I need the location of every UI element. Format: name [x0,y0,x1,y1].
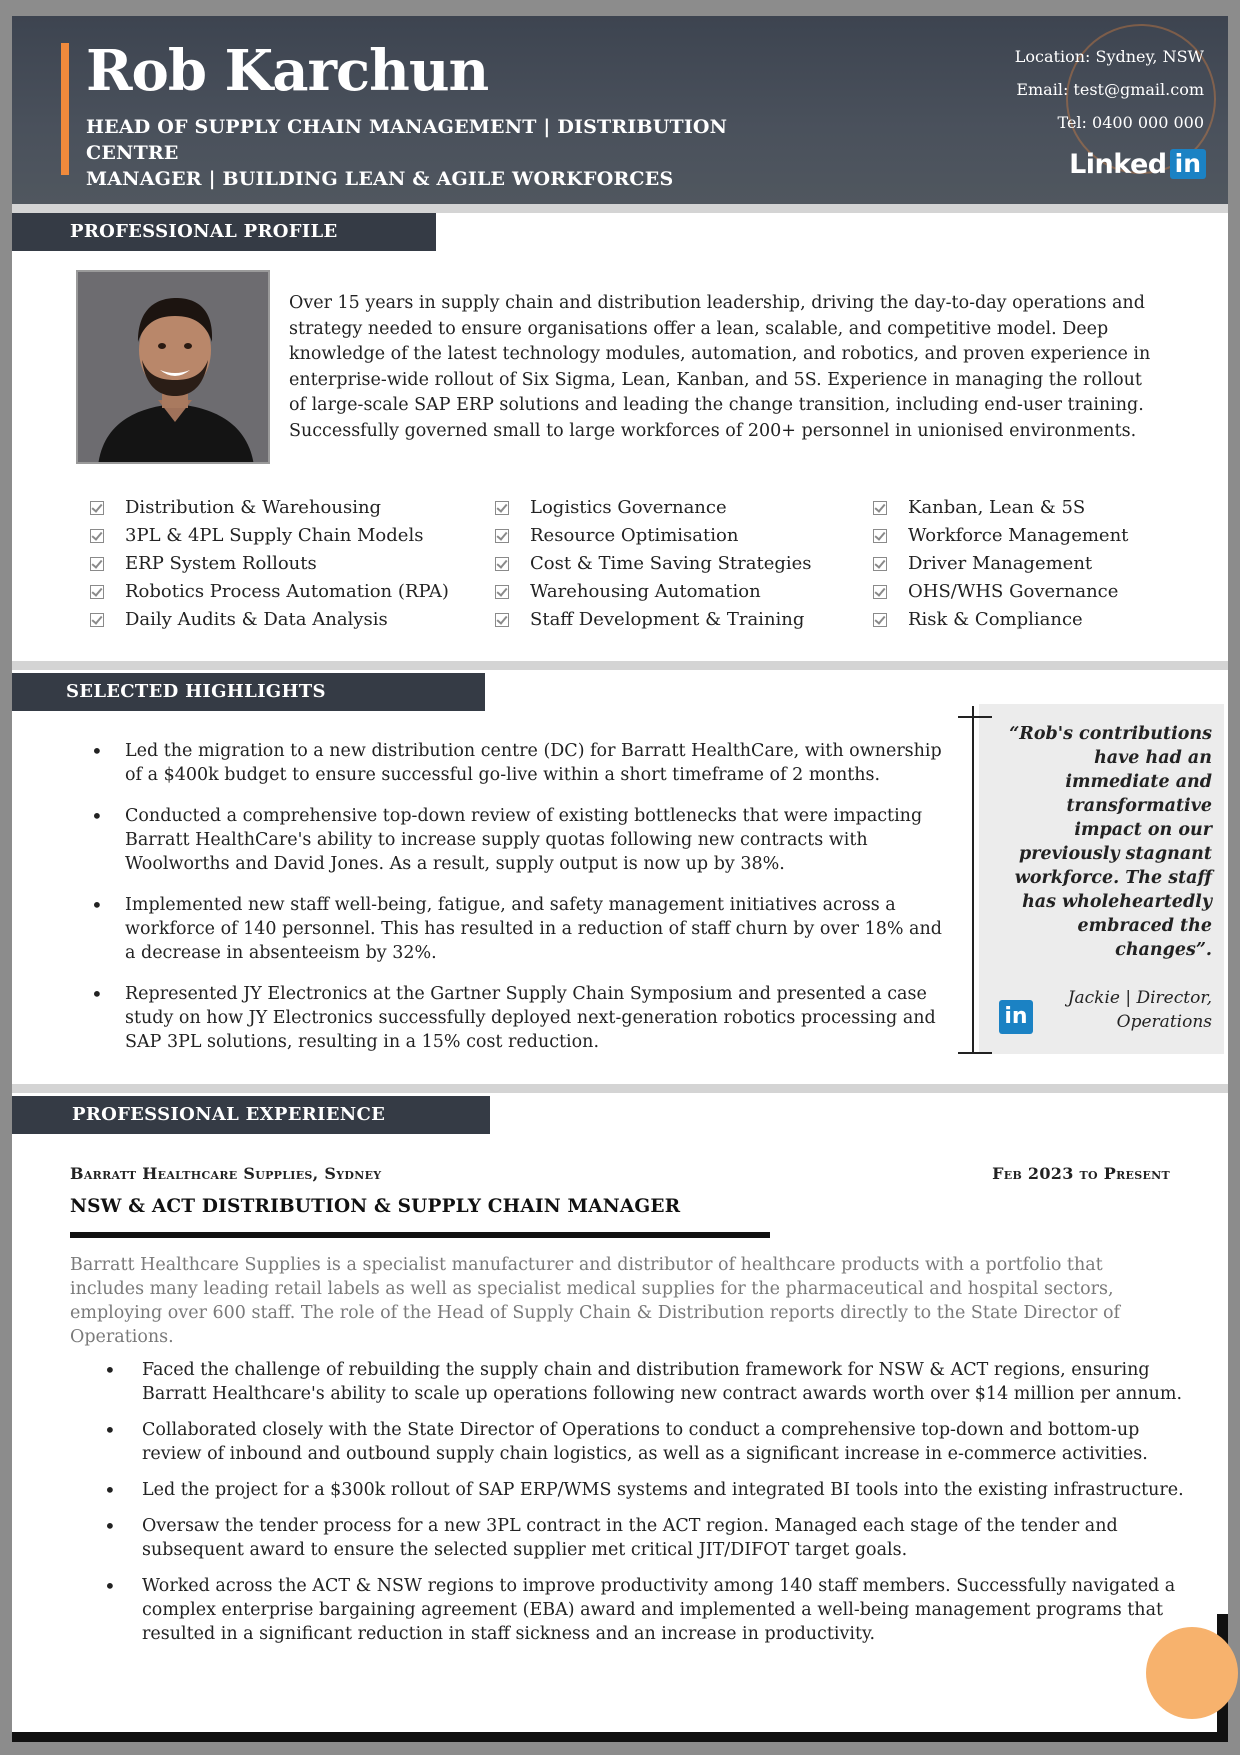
skill-item [90,495,495,521]
checkbox-icon [873,585,887,599]
highlight-item: • Led the migration to a new distribution centre (DC) for Barratt HealthCare, with ownership of a $400k budget to ensure successful go-live within a short timeframe of 2 months. [79,739,949,787]
skill-item [90,579,495,605]
checkbox-icon [90,529,104,543]
testimonial-tick [958,716,992,718]
footer-bar [12,1732,1228,1742]
section-title-profile: PROFESSIONAL PROFILE [12,213,436,251]
checkbox-icon [90,585,104,599]
skill-item [90,607,495,633]
testimonial-tick [958,1052,992,1054]
experience-item: • Worked across the ACT & NSW regions to improve productivity among 140 staff members. Successfully navigated a complex enterprise bargaining agreement (EBA) award and implemented a well-being management programs that resulted in a significant reduction in staff sickness and an increase in productivity. [92,1574,1202,1646]
experience-item: • Oversaw the tender process for a new 3PL contract in the ACT region. Managed each stage of the tender and subsequent award to ensure the selected supplier met critical JIT/DIFOT target goals. [92,1514,1202,1562]
checkbox-icon [495,557,509,571]
section-divider [12,1084,1228,1093]
skill-label: Risk & Compliance [908,609,1083,630]
skills-grid [90,495,1190,633]
experience-item: • Faced the challenge of rebuilding the supply chain and distribution framework for NSW & ACT regions, ensuring Barratt Healthcare's ability to scale up operations following new contract awards worth over $14 million per annum. [92,1358,1202,1406]
job-title: NSW & ACT DISTRIBUTION & SUPPLY CHAIN MANAGER [70,1196,681,1217]
profile-photo [76,270,270,464]
checkbox-icon [495,529,509,543]
skill-label: Cost & Time Saving Strategies [530,553,812,574]
skill-item [873,551,1193,577]
checkbox-icon [495,613,509,627]
company-name: Barratt Healthcare Supplies, Sydney [70,1164,382,1183]
skill-label: Logistics Governance [530,497,727,518]
skill-label: OHS/WHS Governance [908,581,1119,602]
highlights-list [79,739,949,1071]
skill-item [495,579,873,605]
accent-bar [61,43,69,175]
testimonial-rule [972,706,974,1054]
skill-item [495,607,873,633]
contact-location: Location: Sydney, NSW [1014,47,1204,66]
skill-label: Daily Audits & Data Analysis [125,609,388,630]
checkbox-icon [873,501,887,515]
linkedin-icon[interactable] [1069,146,1206,182]
skill-label: Resource Optimisation [530,525,739,546]
company-description: Barratt Healthcare Supplies is a specialist manufacturer and distributor of healthcare products with a portfolio that includes many leading retail labels as well as specialist medical supplies for the pharmaceutical and hospital sectors, employing over 600 staff. The role of the Head of Supply Chain & Distribution reports directly to the State Director of Operations. [70,1255,1120,1347]
highlight-item: • Conducted a comprehensive top-down review of existing bottlenecks that were impacting Barratt HealthCare's ability to increase supply quotas following new contracts with Woolworths and David Jones. As a result, supply output is now up by 38%. [79,804,949,876]
skill-label: Robotics Process Automation (RPA) [125,581,449,602]
section-divider [12,204,1228,213]
experience-bullets [92,1358,1202,1658]
candidate-headline [86,114,806,192]
job-title-underline [70,1232,770,1238]
checkbox-icon [495,585,509,599]
checkbox-icon [495,501,509,515]
skill-item [495,551,873,577]
skill-label: Workforce Management [908,525,1129,546]
skill-label: Warehousing Automation [530,581,761,602]
highlight-item: • Implemented new staff well-being, fatigue, and safety management initiatives across a workforce of 140 personnel. This has resulted in a reduction of staff churn by over 18% and a decrease in absenteeism by 32%. [79,893,949,965]
contact-details [1015,40,1204,139]
checkbox-icon [90,613,104,627]
skill-item [495,495,873,521]
skill-item [873,495,1193,521]
resume-header [12,16,1228,204]
person-photo-icon [78,272,270,464]
skill-label: ERP System Rollouts [125,553,317,574]
headline-line: HEAD OF SUPPLY CHAIN MANAGEMENT | DISTRIBUTION CENTRE [86,116,728,164]
contact-phone[interactable]: Tel: 0400 000 000 [1057,113,1204,132]
checkbox-icon [873,529,887,543]
skill-item [90,551,495,577]
skill-item [873,579,1193,605]
checkbox-icon [873,613,887,627]
linkedin-badge: in [1170,149,1206,179]
checkbox-icon [90,501,104,515]
skill-label: 3PL & 4PL Supply Chain Models [125,525,424,546]
candidate-name: Rob Karchun [86,38,489,104]
skill-item [873,523,1193,549]
checkbox-icon [90,557,104,571]
profile-summary: Over 15 years in supply chain and distribution leadership, driving the day-to-day operations and strategy needed to ensure organisations offer a lean, scalable, and competitive model. Deep knowledge of the latest technology modules, automation, and robotics, and proven experience in enterprise-wide rollout of Six Sigma, Lean, Kanban, and 5S. Experience in managing the rollout of large-scale SAP ERP solutions and leading the change transition, including end-user training. Successfully governed small to large workforces of 200+ personnel in unionised environments. [289,293,1151,441]
skill-item [90,523,495,549]
skill-item [495,523,873,549]
linkedin-icon[interactable]: in [999,1000,1033,1034]
section-title-highlights: SELECTED HIGHLIGHTS [12,673,485,711]
headline-line: MANAGER | BUILDING LEAN & AGILE WORKFORCES [86,168,674,190]
resume-page [12,16,1228,1742]
experience-item: • Collaborated closely with the State Director of Operations to conduct a comprehensive top-down and bottom-up review of inbound and outbound supply chain logistics, as well as a significant increase in e-commerce activities. [92,1418,1202,1466]
experience-item: • Led the project for a $300k rollout of SAP ERP/WMS systems and integrated BI tools into the existing infrastructure. [92,1478,1202,1502]
contact-email[interactable]: Email: test@gmail.com [1016,80,1204,99]
skill-label: Distribution & Warehousing [125,497,382,518]
testimonial-author [1068,986,1212,1034]
testimonial-quote: “Rob's contributions have had an immediate and transformative impact on our previously stagnant workforce. The staff has wholeheartedly embraced the changes”. [1009,724,1212,960]
highlight-item: • Represented JY Electronics at the Gartner Supply Chain Symposium and presented a case study on how JY Electronics successfully deployed next-generation robotics processing and SAP 3PL solutions, resulting in a 15% cost reduction. [79,982,949,1054]
decorative-circle [1146,1627,1238,1719]
checkbox-icon [873,557,887,571]
section-title-experience: PROFESSIONAL EXPERIENCE [12,1096,490,1134]
section-divider [12,661,1228,670]
linkedin-wordmark: Linked [1069,148,1167,180]
testimonial-author-line: Operations [1116,1012,1212,1032]
skill-label: Driver Management [908,553,1093,574]
skill-item [873,607,1193,633]
skill-label: Kanban, Lean & 5S [908,497,1086,518]
employment-dates: Feb 2023 to Present [992,1164,1170,1183]
testimonial-author-line: Jackie | Director, [1067,988,1212,1008]
skill-label: Staff Development & Training [530,609,805,630]
